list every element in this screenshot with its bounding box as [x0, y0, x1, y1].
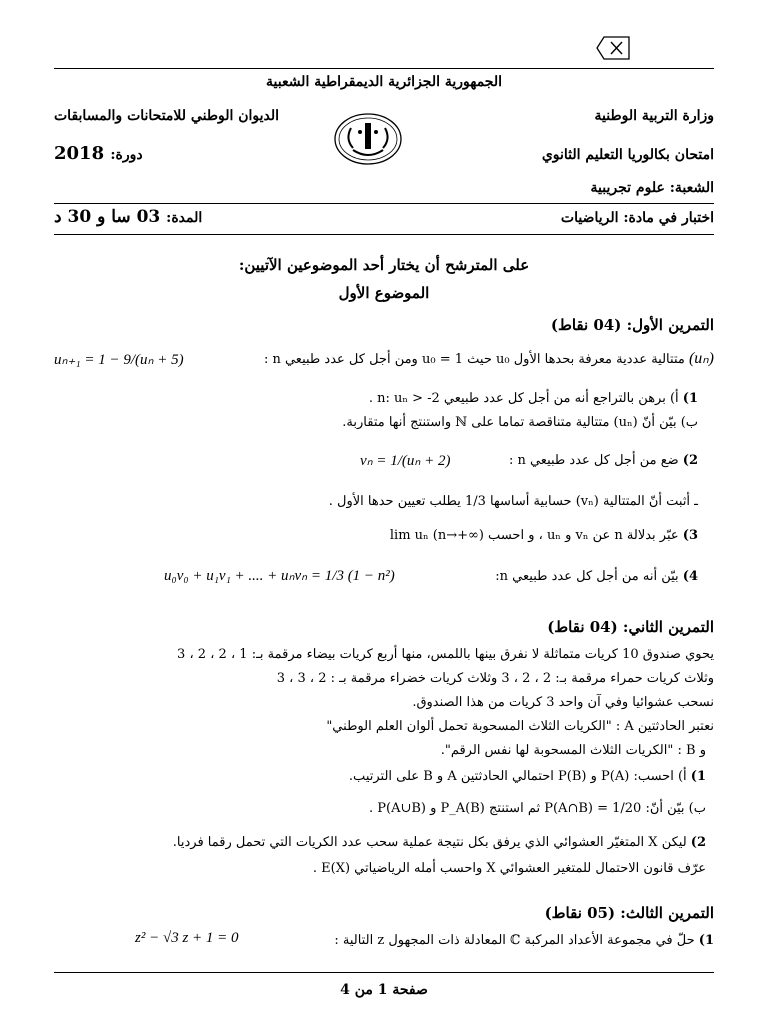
session — [54, 143, 194, 164]
ex2-q1a — [54, 768, 706, 786]
instructions: على المترشح أن يختار أحد الموضوعين الآتيين: — [238, 256, 530, 274]
ex1-title: التمرين الأول: (04 نقاط) — [550, 316, 714, 334]
ex1-q3 — [54, 527, 698, 545]
ministry: وزارة التربية الوطنية — [594, 108, 714, 124]
q-num-2: 2) — [682, 453, 698, 468]
duration-label: المدة: — [166, 210, 203, 226]
q-num-1: 1) — [682, 391, 698, 406]
ex2-q1a-text: أ) احسب: P(A) و P(B) احتمالي الحادثتين A و B على الترتيب. — [348, 769, 687, 784]
close-icon[interactable] — [596, 36, 630, 60]
duration-value: 03 سا و 30 د — [54, 207, 161, 227]
ex3-title: التمرين الثالث: (05 نقاط) — [544, 904, 714, 922]
ex1-q1a-text: أ) برهن بالتراجع أنه من أجل كل عدد طبيعي n: uₙ > -2 . — [368, 391, 679, 406]
ex1-q3-text: عبّر بدلالة n عن vₙ و uₙ ، و احسب lim uₙ (n→+∞) — [389, 528, 679, 543]
ex2-q2b: عرّف قانون الاحتمال للمتغير العشوائي X واحسب أمله الرياضياتي E(X) . — [312, 861, 706, 876]
q-num-3: 3) — [682, 528, 698, 543]
header-rule-1 — [54, 203, 714, 204]
ex1-q1a — [54, 390, 698, 408]
office: الديوان الوطني للامتحانات والمسابقات — [54, 108, 280, 124]
ex1-q2-text: ضع من أجل كل عدد طبيعي n : — [508, 453, 679, 468]
ex2-q1b: ب) بيّن أنّ: P(A∩B) = 1/20 ثم استنتج P_A(B) و P(A∪B) . — [369, 801, 706, 816]
ex1-v-def: vₙ = 1/(uₙ + 2) — [360, 453, 451, 469]
ex2-q2 — [54, 834, 706, 852]
ex1-recurrence: uₙ₊₁ = 1 − 9/(uₙ + 5) — [54, 352, 184, 368]
topic-title: الموضوع الأول — [338, 284, 430, 302]
page-number: صفحة 1 من 4 — [340, 982, 428, 998]
session-label: دورة: — [110, 147, 143, 163]
republic-title: الجمهورية الجزائرية الديمقراطية الشعبية — [265, 74, 502, 90]
top-rule — [54, 68, 714, 69]
footer-rule — [54, 972, 714, 973]
ex2-q2-text: ليكن X المتغيّر العشوائي الذي يرفق بكل نتيجة عملية سحب عدد الكريات التي تحمل رقما فرديا. — [172, 835, 687, 850]
exam-name: امتحان بكالوريا التعليم الثانوي — [541, 147, 714, 163]
session-year: 2018 — [54, 143, 105, 164]
ex1-seq: (uₙ) — [688, 350, 714, 367]
q-num-4: 4) — [682, 569, 698, 584]
ex3-equation: z² − √3 z + 1 = 0 — [135, 930, 239, 946]
ex1-q4-text: بيّن أنه من أجل كل عدد طبيعي n: — [495, 569, 679, 584]
ministry-logo — [333, 112, 403, 166]
ex2-l1: يحوي صندوق 10 كريات متماثلة لا نفرق بينها باللمس، منها أربع كريات بيضاء مرقمة بـ: 1 ، 2 ، 2 ، 3 — [177, 647, 714, 662]
header-rule-2 — [54, 234, 714, 235]
ex2-l4: نعتبر الحادثتين A : "الكريات الثلاث المسحوبة تحمل ألوان العلم الوطني" — [326, 719, 714, 734]
ex2-l5: و B : "الكريات الثلاث المسحوبة لها نفس الرقم". — [440, 743, 706, 758]
branch: الشعبة: علوم تجريبية — [590, 180, 714, 196]
duration — [54, 207, 254, 227]
ex3-q1-text: حلّ في مجموعة الأعداد المركبة ℂ المعادلة ذات المجهول z التالية : — [334, 933, 695, 948]
q-num-2-2: 2) — [690, 835, 706, 850]
ex1-sum: u₀v₀ + u₁v₁ + .... + uₙvₙ = 1/3 (1 − n²) — [164, 568, 395, 584]
subject: اختبار في مادة: الرياضيات — [560, 210, 714, 226]
q-num-2-1: 1) — [690, 769, 706, 784]
ex1-intro-text: متتالية عددية معرفة بحدها الأول u₀ حيث u₀ = 1 ومن أجل كل عدد طبيعي n : — [263, 352, 685, 367]
ex2-title: التمرين الثاني: (04 نقاط) — [547, 618, 714, 636]
ex2-l3: نسحب عشوائيا وفي آن واحد 3 كريات من هذا الصندوق. — [412, 695, 714, 710]
ex1-q2b: ـ أثبت أنّ المتتالية (vₙ) حسابية أساسها 1/3 يطلب تعيين حدها الأول . — [328, 494, 698, 509]
q-num-3-1: 1) — [698, 933, 714, 948]
ex2-l2: وثلاث كريات حمراء مرقمة بـ: 2 ، 2 ، 3 وثلاث كريات خضراء مرقمة بـ : 2 ، 3 ، 3 — [276, 671, 714, 686]
ex1-q1b: ب) بيّن أنّ (uₙ) متتالية متناقصة تماما على ℕ واستنتج أنها متقاربة. — [342, 415, 698, 430]
